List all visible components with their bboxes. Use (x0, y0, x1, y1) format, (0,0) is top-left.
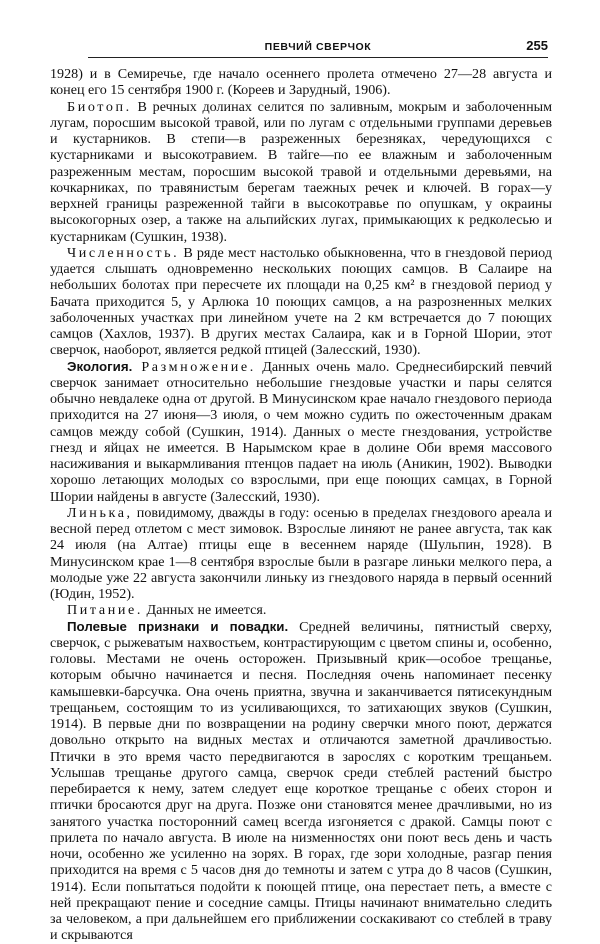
section-heading-molt: Линька, (67, 504, 133, 521)
paragraph-ecology (50, 359, 552, 505)
section-heading-biotope: Биотоп. (67, 98, 132, 115)
paragraph-field-marks (50, 619, 552, 944)
paragraph-text: повидимому, дважды в году: осенью в пределах гнездового ареала и весной перед отлетом с мест зимовок. Взрослые линяют не ранее августа, так как 24 июля (на Алтае) птицы еще в весеннем наряде (Шульпин, 1928). В Минусинском крае 1—8 сентября взрослые были в разгаре линьки мелкого пера, а молодые уже 22 августа закончили линьку из гнездового наряда в первый осенний (Юдин, 1952). (50, 504, 552, 602)
paragraph-abundance (50, 245, 552, 359)
paragraph-text: В ряде мест настолько обыкновенна, что в гнездовой период удается слышать одновременно нескольких поющих самцов. В Салаире на небольших болотах при пересчете их площади на 0,25 км² в гнездовой период у Бачата приходится 5, у Арлюка 10 поющих самцов, а на разрозненных мелких заболоченных участках при линейном учете на 2 км встречается до 7 поющих самцов (Хахлов, 1937). В других местах Салаира, как и в Горной Шории, этот сверчок, наоборот, является редкой птицей (Залесский, 1930). (50, 244, 552, 359)
paragraph-text: Данных очень мало. Среднесибирский певчий сверчок занимает относительно небольшие гнездовые участки и пары селятся обычно невдалеке одна от другой. В Минусинском крае начало гнездового периода приходится на 27 июня—3 июля, о чем можно судить по ожесточенным дракам самцов между собой (Сушкин, 1914). Данных о месте гнездования, устройстве гнезд и яйцах не имеется. В Нарымском крае в долине Оби время массового насиживания и выкармливания птенцов падает на июль (Аникин, 1902). Выводки хорошо летающих молодых со взрослыми, при еще поющих самцах, в Горной Шории найдены в августе (Залесский, 1930). (50, 358, 552, 505)
section-heading-ecology: Экология. (67, 358, 133, 374)
paragraph-text: Средней величины, пятнистый сверху, сверчок, с рыжеватым нахвостьем, контрастирующим с цветом спины и, особенно, головы. Местами не очень осторожен. Призывный крик—особое трещанье, которым обычно начинается и песня. Последняя очень напоминает песенку камышевки-барсучка. Она очень приятна, звучна и заканчивается пятисекундным трещаньем, состоящим то из усиливающихся, то затихающих звуков (Сушкин, 1914). В первые дни по возвращении на родину сверчки много поют, держатся довольно открыто на видных местах и отличаются заметной драчливостью. Птички в это время часто передвигаются в зарослях с коротким трещаньем. Услышав трещанье другого самца, сверчок среди стеблей растений быстро перебирается к нему, затем следует еще короткое трещанье с обеих сторон и птички бросаются друг на друга. Позже они становятся менее драчливыми, но из занятого участка посторонний самец всегда изгоняется с дракой. Самцы поют с прилета по начало августа. В июле на низменностях они поют весь день и часть ночи, особенно же усиленно на зорях. В горах, где зори холодные, разгар пения приходится на время с 5 часов дня до темноты и затем с утра до 8 часов (Сушкин, 1914). Если попытаться подойти к поющей птице, она перестает петь, а вместе с ней прекращают пение и соседние самцы. Птицы начинают внимательно следить за человеком, а при дальнейшем его приближении соскакивают со стеблей в траву и скрываются (50, 618, 553, 944)
page-number: 255 (526, 38, 548, 53)
body-text (50, 66, 552, 944)
paragraph-molt (50, 505, 552, 603)
subheading-reproduction: Размножение. (132, 358, 256, 375)
running-title: ПЕВЧИЙ СВЕРЧОК (264, 41, 372, 53)
section-heading-field-marks: Полевые признаки и повадки. (67, 618, 289, 634)
section-heading-abundance: Численность. (67, 244, 180, 261)
paragraph-biotope (50, 99, 552, 245)
paragraph-text: 1928) и в Семиречье, где начало осеннего пролета отмечено 27—28 августа и конец его 15 сентября 1900 г. (Кореев и Зарудный, 1906). (50, 66, 552, 99)
running-header (88, 37, 548, 58)
section-heading-feeding: Питание. (67, 602, 143, 619)
paragraph-continuation (50, 66, 552, 99)
paragraph-text: В речных долинах селится по заливным, мокрым и заболоченным лугам, поросшим высокой травой, или по лугам с отдельными группами деревьев и кустарников. В степи—в разреженных березняках, чередующихся с кустарниками и высокотравием. В тайге—по ее влажным и заболоченным разреженным местам, поросшим высокой травой и отдельными деревьями, на кочкарниках, по травянистым берегам таежных речек и ключей. В горах—у верхней границы разреженной тайги в высокотравье по опушкам, у окраины высокогорных озер, а также на альпийских лугах, примыкающих к редколесью и кустарникам (Сушкин, 1938). (50, 98, 552, 245)
paragraph-text: Данных не имеется. (142, 602, 267, 619)
paragraph-feeding (50, 602, 552, 618)
